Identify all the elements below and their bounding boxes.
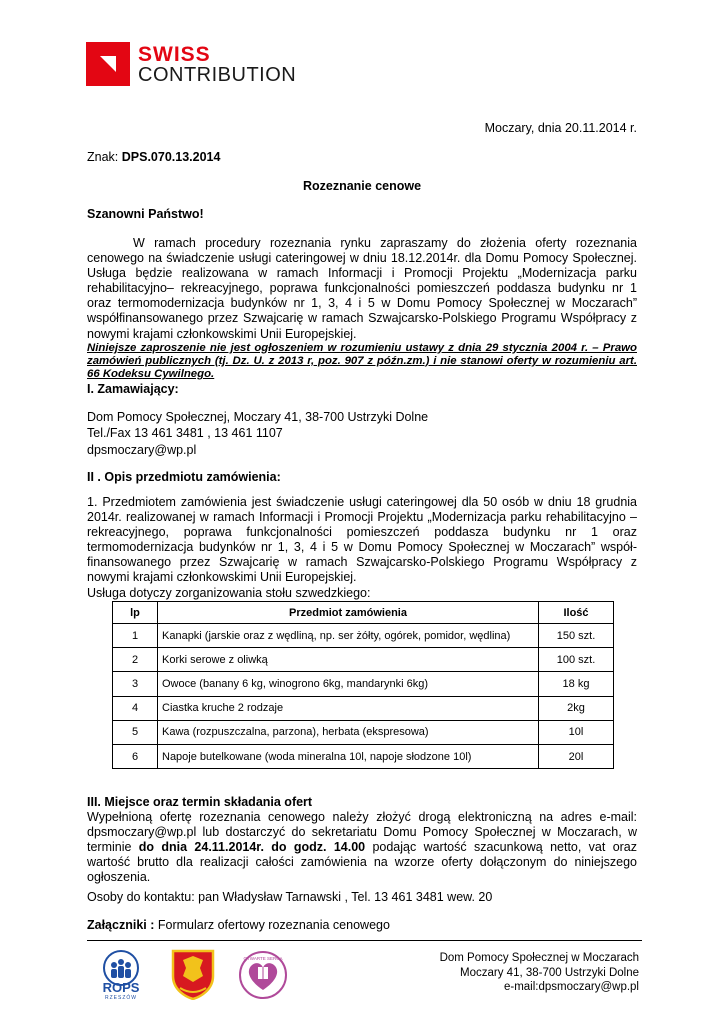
row-qty: 10l — [539, 720, 614, 744]
table-row — [113, 744, 614, 768]
intro-paragraph: W ramach procedury rozeznania rynku zapraszamy do złożenia oferty rozeznania cenowego na świadczenie usługi cateringowej w dniu 18.12.2014r. dla Domu Pomocy Społecznej. Usługa będzie realizowana w ramach Informacji i Promocji Projektu „Modernizacja parku rehabilitacyjno– rekreacyjnego, poprawa funkcjonalności pomieszczeń poddasza budynku nr 1 oraz termomodernizacja budynków nr 1, 3, 4 i 5 w Domu Pomocy Społecznej w Moczarach” współfinansowanego przez Szwajcarię w ramach Szwajcarsko-Polskiego Programu Współpracy z nowymi krajami członkowskimi Unii Europejskiej. — [87, 236, 637, 341]
footer-line-3: e-mail:dpsmoczary@wp.pl — [503, 981, 639, 993]
row-lp: 4 — [113, 696, 158, 720]
rops-logo — [92, 948, 150, 1000]
attachments — [87, 918, 390, 932]
attachments-value: Formularz ofertowy rozeznania cenowego — [154, 918, 390, 932]
reference-label: Znak: — [87, 150, 122, 164]
section-2-body — [87, 495, 637, 601]
intro-section — [87, 236, 637, 381]
footer-line-2: Moczary 41, 38-700 Ustrzyki Dolne — [460, 966, 639, 979]
row-qty: 2kg — [539, 696, 614, 720]
reference-number — [87, 150, 220, 164]
row-qty: 20l — [539, 744, 614, 768]
footer-divider — [87, 940, 642, 941]
items-table — [112, 601, 614, 769]
row-item: Kanapki (jarskie oraz z wędliną, np. ser żółty, ogórek, pomidor, wędlina) — [158, 624, 539, 648]
row-item: Napoje butelkowane (woda mineralna 10l, napoje słodzone 10l) — [158, 744, 539, 768]
otwarte-serca-logo — [238, 950, 288, 1000]
client-email: dpsmoczary@wp.pl — [87, 443, 197, 457]
logo-text-swiss: SWISS — [138, 43, 211, 66]
section-3-heading: III. Miejsce oraz termin składania ofert — [87, 795, 313, 809]
header-lp: lp — [113, 602, 158, 624]
table-header-row — [113, 602, 614, 624]
row-lp: 2 — [113, 648, 158, 672]
section-1-heading: I. Zamawiający: — [87, 382, 179, 396]
row-lp: 3 — [113, 672, 158, 696]
reference-value: DPS.070.13.2014 — [121, 150, 221, 164]
row-item: Korki serowe z oliwką — [158, 648, 539, 672]
attachments-label: Załączniki : — [87, 918, 155, 932]
row-lp: 5 — [113, 720, 158, 744]
row-qty: 18 kg — [539, 672, 614, 696]
swiss-contribution-logo — [86, 42, 306, 92]
header-item: Przedmiot zamówienia — [158, 602, 539, 624]
greeting: Szanowni Państwo! — [87, 207, 204, 221]
legal-notice: Niniejsze zaproszenie nie jest ogłoszeniem w rozumieniu ustawy z dnia 29 stycznia 2004 r. – Prawo zamówień publicznych (tj. Dz. U. z 2013 r, poz. 907 z późn.zm.) i nie stanowi oferty w rozumieniu art. 66 Kodeksu Cywilnego. — [87, 341, 637, 381]
document-title: Rozeznanie cenowe — [302, 179, 422, 193]
contact-person: Osoby do kontaktu: pan Władysław Tarnawski , Tel. 13 461 3481 wew. 20 — [87, 890, 493, 904]
row-lp: 6 — [113, 744, 158, 768]
table-row — [113, 624, 614, 648]
logo-text-contribution: CONTRIBUTION — [138, 64, 297, 86]
submission-text-1: Wypełnioną ofertę rozeznania cenowego należy złożyć drogą elektroniczną na adres e-mail: dpsmoczary@wp.pl lub dostarczyć do sekretariatu Domu Pomocy Społecznej w Moczarach, w terminie — [87, 810, 637, 855]
section-3-body — [87, 810, 637, 885]
client-address: Dom Pomocy Społecznej, Moczary 41, 38-700 Ustrzyki Dolne — [87, 410, 429, 424]
table-row — [113, 672, 614, 696]
footer-address — [440, 951, 639, 995]
logo-square-icon — [86, 42, 130, 86]
rops-text: ROPS — [102, 980, 140, 995]
row-item: Kawa (rozpuszczalna, parzona), herbata (ekspresowa) — [158, 720, 539, 744]
coat-of-arms-icon — [170, 948, 216, 1000]
row-item: Owoce (banany 6 kg, winogrono 6kg, mandarynki 6kg) — [158, 672, 539, 696]
rops-city: RZESZÓW — [105, 995, 137, 1000]
footer-line-1: Dom Pomocy Społecznej w Moczarach — [439, 952, 639, 964]
order-description: 1. Przedmiotem zamówienia jest świadczenie usługi cateringowej dla 50 osób w dniu 18 grudnia 2014r. realizowanej w ramach Informacji i Promocji Projektu „Modernizacja parku rehabilitacyjno – rekreacyjnego, poprawa funkcjonalności pomieszczeń poddasza budynku nr 1 oraz termomodernizacja budynków nr 1, 3, 4 i 5 w Domu Pomocy Społecznej w Moczarach” współ-finansowanego przez Szwajcarię w ramach Szwajcarsko-Polskiego Programu Współpracy z nowymi krajami członkowskimi Unii Europejskiej. — [87, 495, 637, 585]
table-row — [113, 648, 614, 672]
badge-text: OTWARTE SERCA — [243, 956, 283, 961]
row-item: Ciastka kruche 2 rodzaje — [158, 696, 539, 720]
table-intro: Usługa dotyczy zorganizowania stołu szwedzkiego: — [87, 585, 371, 600]
document-date: Moczary, dnia 20.11.2014 r. — [484, 121, 637, 135]
submission-deadline: do dnia 24.11.2014r. do godz. 14.00 — [138, 840, 366, 855]
submission-text-2: podając wartość szacunkową netto, vat oraz wartość brutto dla realizacji całości zamówienia na wzorze oferty dołączonym do niniejszego ogłoszenia. — [87, 840, 638, 885]
header-qty: Ilość — [539, 602, 614, 624]
client-phone: Tel./Fax 13 461 3481 , 13 461 1107 — [87, 426, 283, 440]
table-row — [113, 720, 614, 744]
row-qty: 150 szt. — [539, 624, 614, 648]
row-qty: 100 szt. — [539, 648, 614, 672]
row-lp: 1 — [113, 624, 158, 648]
table-row — [113, 696, 614, 720]
section-2-heading: II . Opis przedmiotu zamówienia: — [87, 470, 281, 484]
